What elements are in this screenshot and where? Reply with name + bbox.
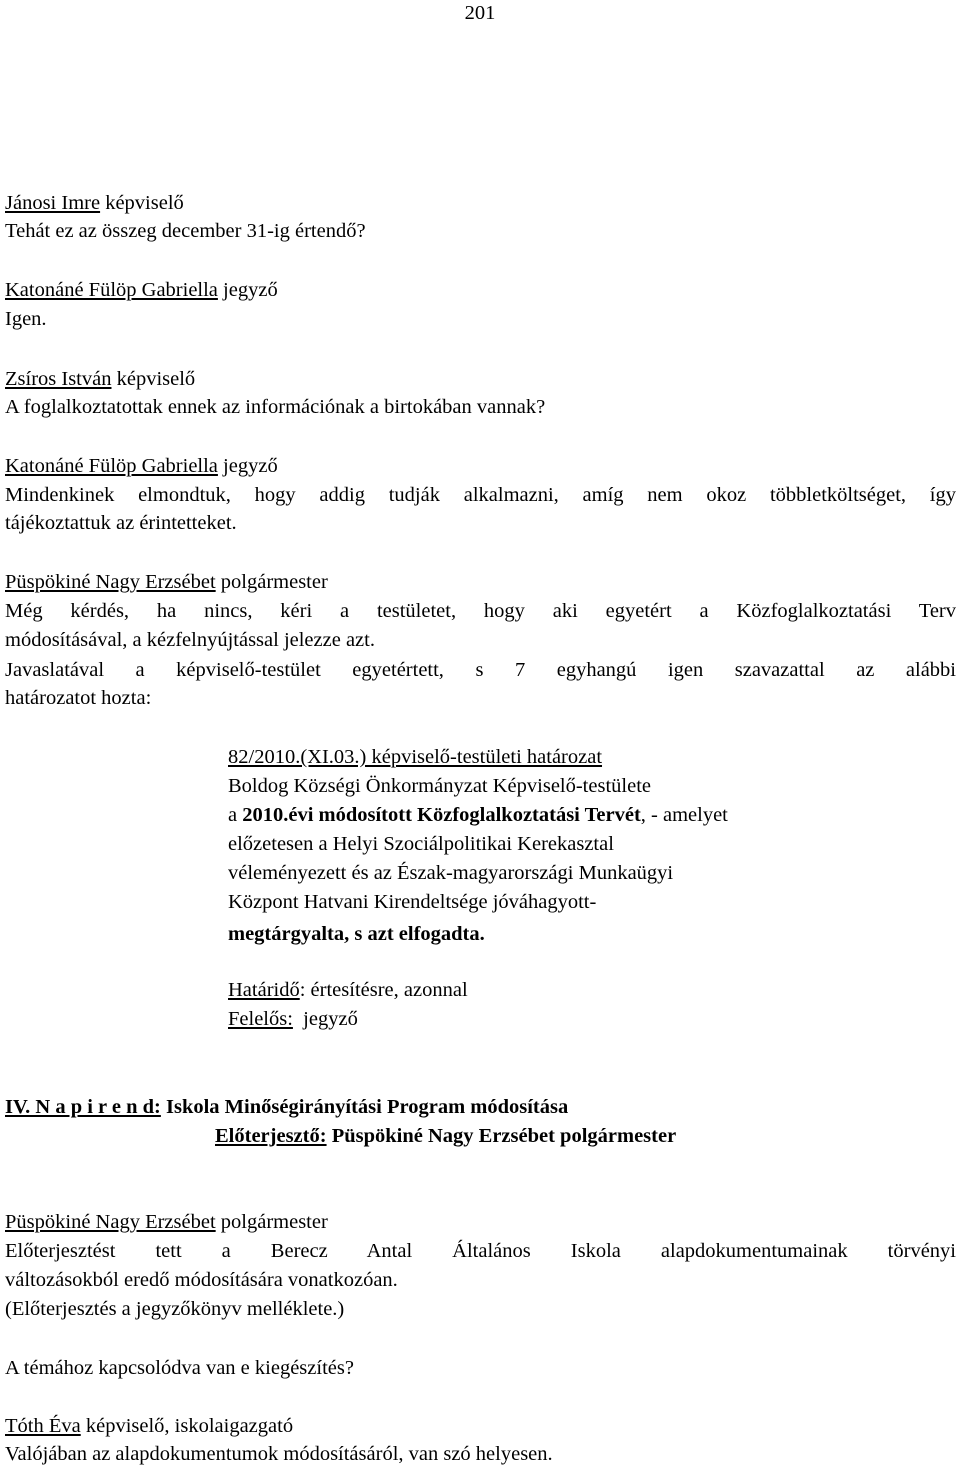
speech-text: (Előterjesztés a jegyzőkönyv melléklete.) [5,1298,345,1320]
speech-text: A témához kapcsolódva van e kiegészítés? [5,1357,354,1379]
resolution-text-pre: a [228,804,243,826]
speaker-heading [5,1413,293,1439]
deadline-label: Határidő [228,979,300,1001]
speech-text: Előterjesztést tett a Berecz Antal Általános Iskola alapdokumentumainak törvényi [5,1240,956,1262]
resolution-text: véleményezett és az Észak-magyarországi Munkaügyi [228,862,674,884]
speech-text: Javaslatával a képviselő-testület egyetértett, s 7 egyhangú igen szavazattal az alábbi [5,659,956,681]
agenda-label: IV. N a p i r e n d: [5,1096,161,1118]
speech-text: változásokból eredő módosítására vonatkozóan. [5,1269,398,1291]
speaker-name: Jánosi Imre [5,192,101,214]
resolution-text-post: , - amelyet [640,804,728,826]
resolution-text: Boldog Községi Önkormányzat Képviselő-testülete [228,775,651,797]
speaker-name: Püspökiné Nagy Erzsébet [5,571,216,593]
speech-text: A foglalkoztatottak ennek az információnak a birtokában vannak? [5,396,546,418]
speaker-name: Tóth Éva [5,1415,81,1437]
speech-text: Mindenkinek elmondtuk, hogy addig tudják alkalmazni, amíg nem okoz többletköltséget, így [5,484,956,506]
speech-text: Valójában az alapdokumentumok módosításáról, van szó helyesen. [5,1443,553,1465]
speech-text: tájékoztattuk az érintetteket. [5,512,237,534]
speaker-heading [5,1209,328,1235]
speech-text: Még kérdés, ha nincs, kéri a testületet, hogy aki egyetért a Közfoglalkoztatási Terv [5,600,956,622]
speaker-heading [5,569,328,595]
resolution-text [228,802,728,828]
responsible-line [228,1006,358,1032]
speaker-role: képviselő [100,192,184,214]
speaker-role: jegyző [217,279,278,301]
resolution-text: Központ Hatvani Kirendeltsége jóváhagyott- [228,891,597,913]
speaker-name: Zsíros István [5,368,112,390]
speech-text: módosításával, a kézfelnyújtással jelezze azt. [5,629,375,651]
speaker-name: Katonáné Fülöp Gabriella [5,279,218,301]
deadline-line [228,977,468,1003]
speaker-role: jegyző [217,455,278,477]
speaker-name: Katonáné Fülöp Gabriella [5,455,218,477]
speaker-heading [5,277,278,303]
presenter-label: Előterjesztő: [215,1125,327,1147]
speaker-role: polgármester [215,571,328,593]
responsible-label: Felelős: [228,1008,293,1030]
speaker-role: polgármester [215,1211,328,1233]
page-number: 201 [464,2,496,24]
deadline-value: : értesítésre, azonnal [299,979,468,1001]
speaker-role: képviselő [111,368,196,390]
speech-text: határozatot hozta: [5,687,152,709]
speaker-role: képviselő, iskolaigazgató [80,1415,294,1437]
responsible-value: jegyző [292,1008,358,1030]
resolution-text: előzetesen a Helyi Szociálpolitikai Kerekasztal [228,833,614,855]
agenda-title: Iskola Minőségirányítási Program módosítása [160,1096,569,1118]
speaker-name: Püspökiné Nagy Erzsébet [5,1211,216,1233]
resolution-decision: megtárgyalta, s azt elfogadta. [228,923,485,945]
agenda-heading [5,1094,568,1120]
agenda-presenter [215,1123,676,1149]
speech-text: Igen. [5,308,47,330]
speaker-heading [5,453,278,479]
resolution-title: 82/2010.(XI.03.) képviselő-testületi határozat [228,746,603,768]
speaker-heading [5,190,184,216]
resolution-subject: 2010.évi módosított Közfoglalkoztatási Tervét [242,804,641,826]
speech-text: Tehát ez az összeg december 31-ig értendő? [5,220,366,242]
presenter-name: Püspökiné Nagy Erzsébet polgármester [326,1125,677,1147]
speaker-heading [5,366,195,392]
